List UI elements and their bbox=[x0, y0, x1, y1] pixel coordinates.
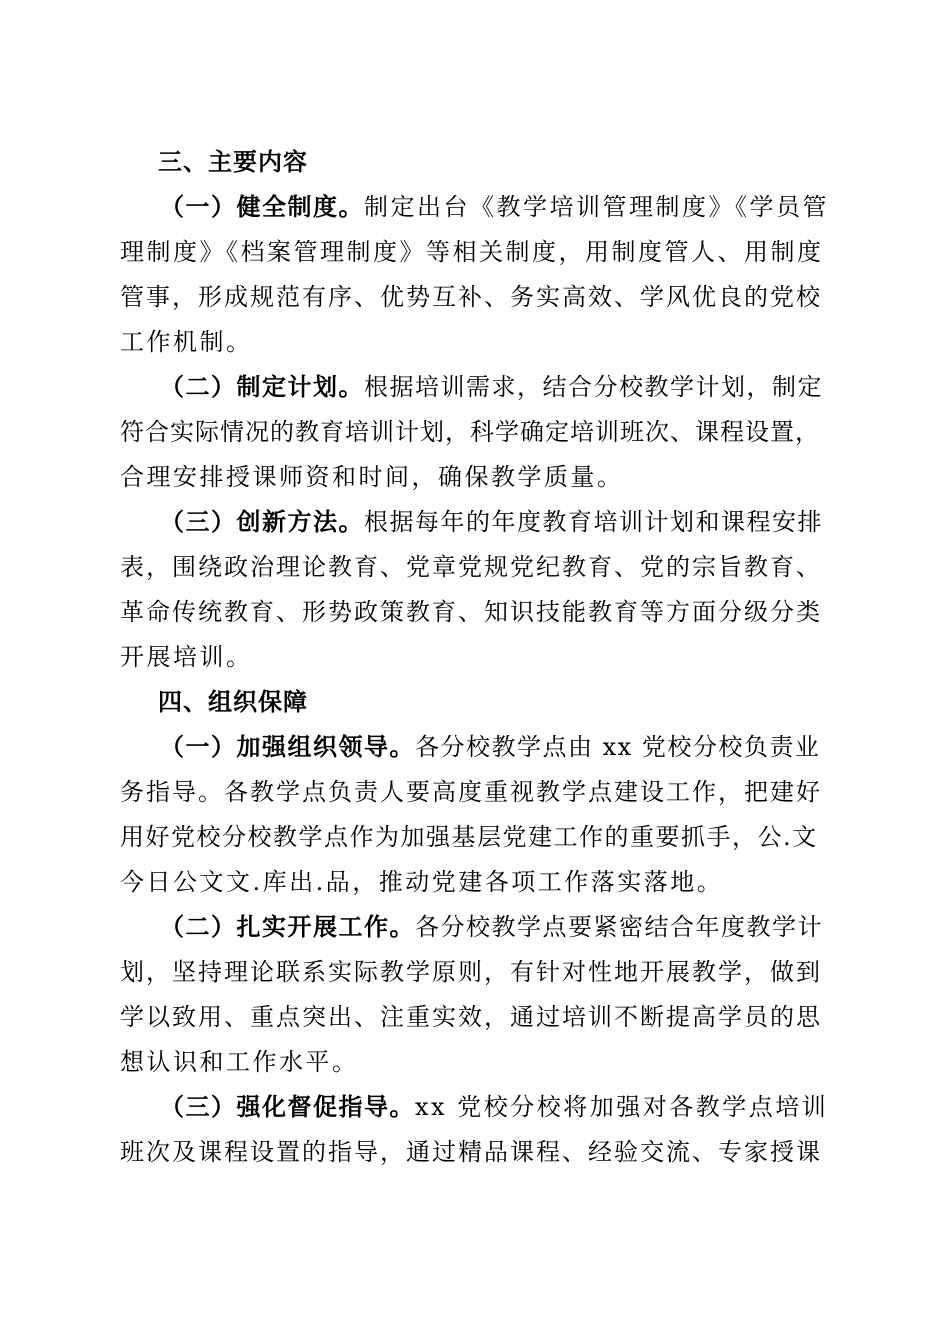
section-heading-organization: 四、组织保障 bbox=[158, 688, 308, 716]
item-title: （二）制定计划。 bbox=[160, 373, 364, 401]
paragraph-line bbox=[160, 502, 823, 542]
paragraph-line bbox=[160, 907, 823, 947]
paragraph-line: 想认识和工作水平。 bbox=[120, 1048, 359, 1076]
item-title: （一）加强组织领导。 bbox=[160, 733, 415, 761]
paragraph-line: 革命传统教育、形势政策教育、知识技能教育等方面分级分类 bbox=[120, 598, 822, 626]
item-title: （三）创新方法。 bbox=[160, 508, 364, 536]
paragraph-line: 今日公文文.库出.品，推动党建各项工作落实落地。 bbox=[120, 868, 724, 896]
paragraph-line: 划，坚持理论联系实际教学原则，有针对性地开展教学，做到 bbox=[120, 958, 822, 986]
paragraph-line: 务指导。各教学点负责人要高度重视教学点建设工作，把建好 bbox=[120, 778, 822, 806]
paragraph-line bbox=[160, 187, 829, 227]
paragraph-line bbox=[160, 1087, 828, 1127]
item-text: xx 党校分校将加强对各教学点培训 bbox=[415, 1093, 829, 1121]
item-text: 各分校教学点由 xx 党校分校负责业 bbox=[415, 733, 821, 761]
paragraph-line: 学以致用、重点突出、注重实效，通过培训不断提高学员的思 bbox=[120, 1003, 822, 1031]
item-title: （二）扎实开展工作。 bbox=[160, 913, 415, 941]
paragraph-line: 班次及课程设置的指导，通过精品课程、经验交流、专家授课 bbox=[120, 1138, 822, 1166]
paragraph-line: 管事，形成规范有序、优势互补、务实高效、学风优良的党校 bbox=[120, 283, 822, 311]
paragraph-line: 理制度》《档案管理制度》等相关制度，用制度管人、用制度 bbox=[120, 238, 824, 266]
paragraph-line bbox=[160, 727, 820, 767]
paragraph-line: 符合实际情况的教育培训计划，科学确定培训班次、课程设置， bbox=[120, 418, 820, 446]
paragraph-line: 开展培训。 bbox=[120, 643, 253, 671]
item-text: 制定出台《教学培训管理制度》《学员管 bbox=[364, 193, 829, 221]
paragraph-line: 合理安排授课师资和时间，确保教学质量。 bbox=[120, 463, 624, 491]
paragraph-line bbox=[160, 367, 823, 407]
paragraph-line: 表，围绕政治理论教育、党章党规党纪教育、党的宗旨教育、 bbox=[120, 553, 822, 581]
item-text: 根据培训需求，结合分校教学计划，制定 bbox=[364, 373, 823, 401]
section-heading-main-content: 三、主要内容 bbox=[158, 148, 308, 176]
item-title: （一）健全制度。 bbox=[160, 193, 364, 221]
item-title: （三）强化督促指导。 bbox=[160, 1093, 415, 1121]
paragraph-line: 用好党校分校教学点作为加强基层党建工作的重要抓手，公.文 bbox=[120, 823, 818, 851]
item-text: 根据每年的年度教育培训计划和课程安排 bbox=[364, 508, 823, 536]
paragraph-line: 工作机制。 bbox=[120, 328, 253, 356]
item-text: 各分校教学点要紧密结合年度教学计 bbox=[415, 913, 823, 941]
